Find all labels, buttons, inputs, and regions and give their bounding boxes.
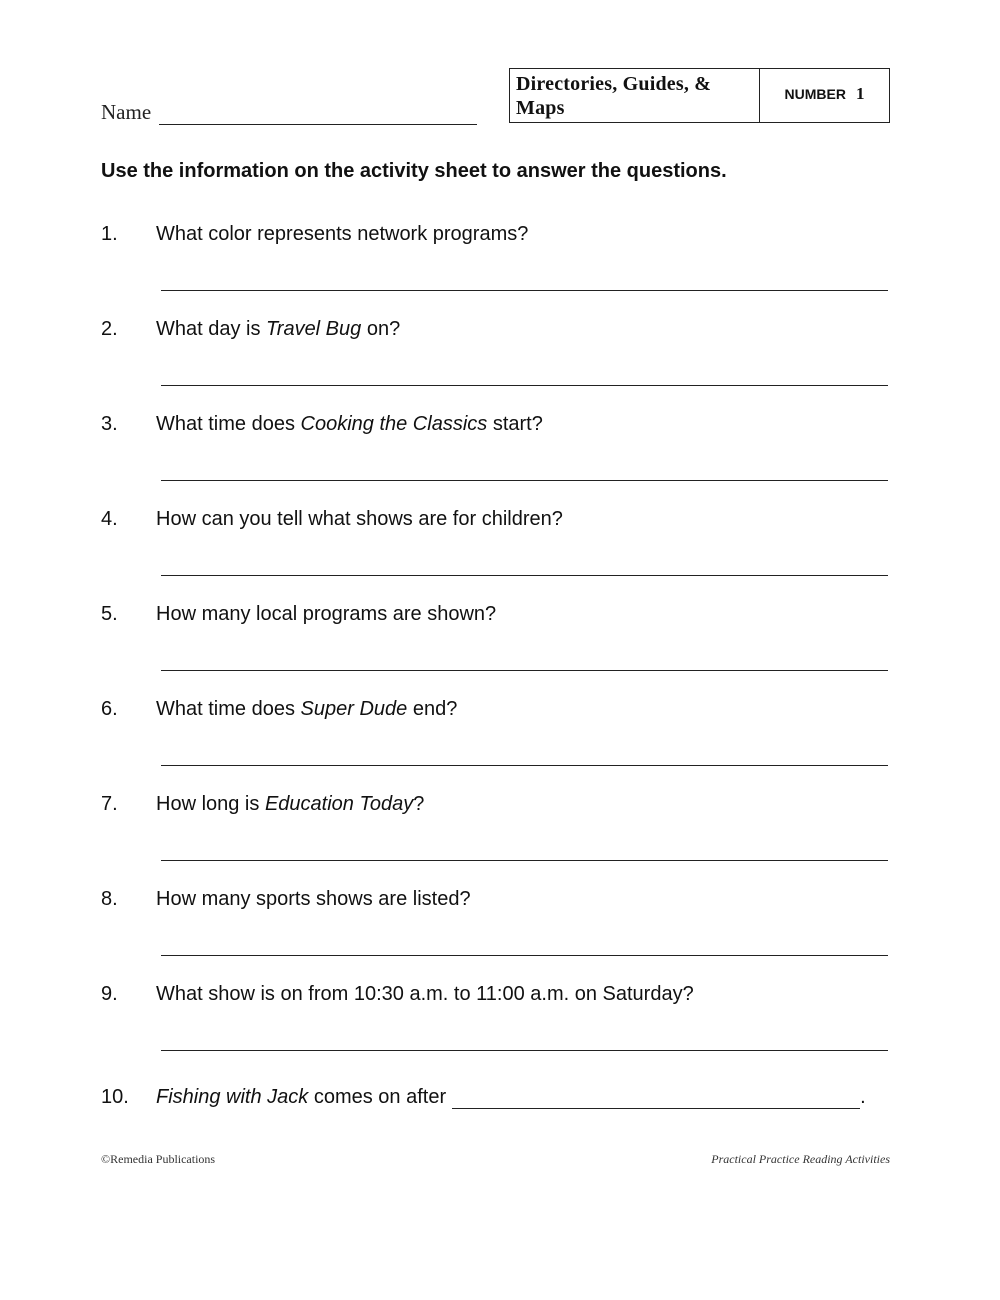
question-number: 7.: [101, 793, 118, 815]
answer-line-5[interactable]: [161, 670, 888, 671]
question-number: 10.: [101, 1086, 129, 1108]
number-value: 1: [855, 83, 865, 103]
question-number: 9.: [101, 983, 118, 1005]
question-text: How long is Education Today?: [156, 793, 425, 815]
question-text: How many sports shows are listed?: [156, 888, 471, 910]
name-input-line[interactable]: [159, 102, 477, 125]
instructions: Use the information on the activity sheet to answer the questions.: [101, 160, 727, 182]
question-text: How many local programs are shown?: [156, 603, 497, 625]
name-label: Name: [101, 100, 152, 124]
question-text: How can you tell what shows are for children?: [156, 508, 563, 530]
question-number: 2.: [101, 318, 118, 340]
question-number: 3.: [101, 413, 118, 435]
question-number: 8.: [101, 888, 118, 910]
worksheet-number: [760, 69, 889, 122]
worksheet-title-box: [509, 68, 890, 123]
answer-line-1[interactable]: [161, 290, 888, 291]
question-text: What show is on from 10:30 a.m. to 11:00 a.m. on Saturday?: [156, 983, 694, 1005]
question-text: What time does Super Dude end?: [156, 698, 458, 720]
footer-copyright: ©Remedia Publications: [101, 1152, 216, 1166]
question-number: 5.: [101, 603, 118, 625]
question-number: 1.: [101, 223, 118, 245]
footer-series-title: Practical Practice Reading Activities: [711, 1152, 890, 1166]
answer-line-9[interactable]: [161, 1050, 888, 1051]
question-text: What day is Travel Bug on?: [156, 318, 401, 340]
number-label: NUMBER: [784, 85, 846, 102]
question-text: What time does Cooking the Classics start?: [156, 413, 543, 435]
worksheet-topic: Directories, Guides, & Maps: [510, 69, 760, 122]
answer-line-3[interactable]: [161, 480, 888, 481]
answer-line-6[interactable]: [161, 765, 888, 766]
answer-line-2[interactable]: [161, 385, 888, 386]
question-number: 6.: [101, 698, 118, 720]
answer-line-4[interactable]: [161, 575, 888, 576]
question-text: Fishing with Jack comes on after .: [156, 1086, 866, 1108]
question-text: What color represents network programs?: [156, 223, 529, 245]
name-field-row: [101, 100, 477, 125]
answer-blank-10[interactable]: [452, 1088, 860, 1109]
question-number: 4.: [101, 508, 118, 530]
answer-line-8[interactable]: [161, 955, 888, 956]
answer-line-7[interactable]: [161, 860, 888, 861]
